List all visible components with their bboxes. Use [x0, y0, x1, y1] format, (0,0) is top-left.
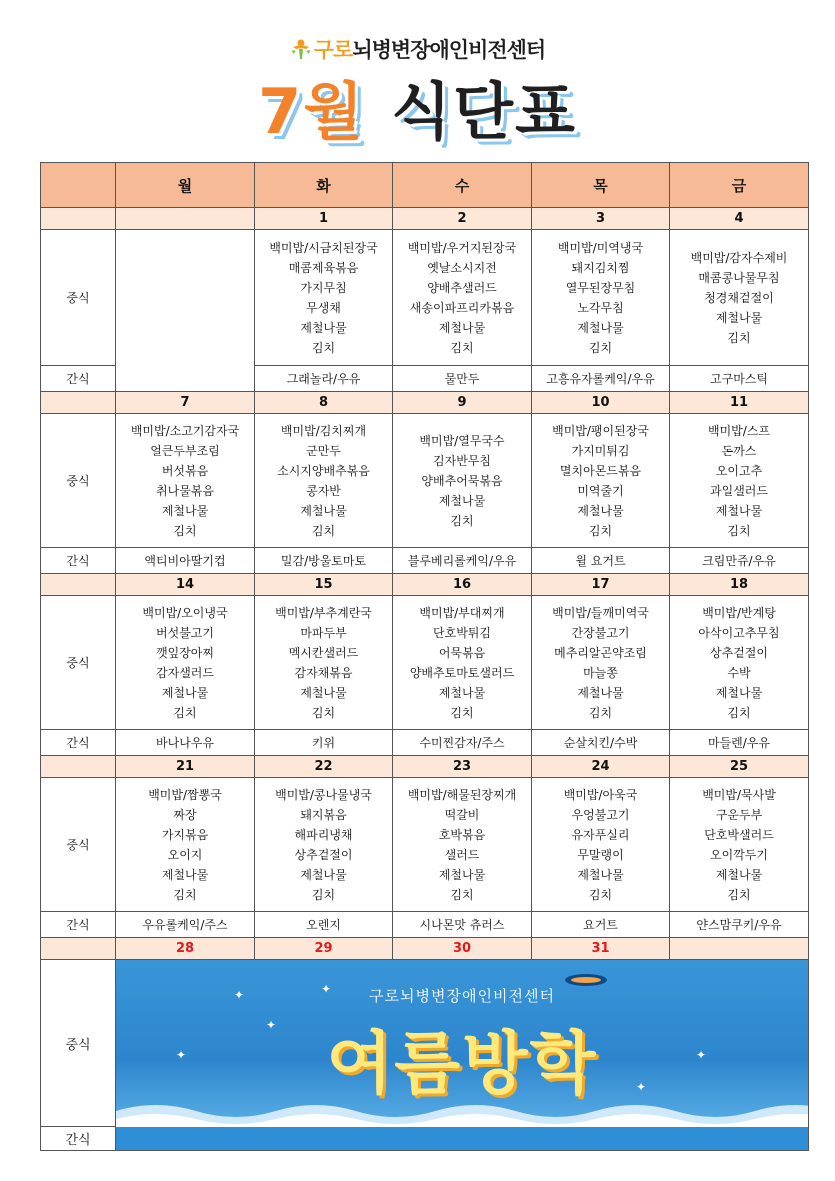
sparkle-icon: ✦	[266, 1018, 277, 1032]
lunch-cell	[670, 596, 809, 730]
menu-item: 군만두	[306, 443, 341, 458]
menu-item: 얼큰두부조림	[150, 443, 220, 458]
lunch-label: 중식	[41, 778, 116, 912]
menu-item: 버섯볶음	[161, 463, 209, 478]
lunch-label: 중식	[41, 414, 116, 548]
menu-item: 제철나물	[300, 685, 347, 700]
title-text: 식단표	[391, 75, 577, 148]
menu-item: 김치	[311, 340, 336, 355]
date-cell: 17	[532, 574, 670, 596]
snack-label: 간식	[41, 1127, 116, 1151]
sparkle-icon: ✦	[636, 1080, 647, 1094]
menu-item: 무말랭이	[577, 847, 624, 862]
menu-item: 제철나물	[438, 320, 486, 335]
sparkle-icon: ✦	[696, 1048, 707, 1062]
menu-item: 제철나물	[300, 320, 347, 335]
menu-item: 김치	[588, 705, 613, 720]
snack-cell: 고구마스틱	[670, 366, 809, 392]
menu-item: 단호박튀김	[433, 625, 491, 640]
lunch-cell	[255, 230, 393, 366]
date-cell: 31	[532, 938, 670, 960]
menu-item: 제철나물	[300, 503, 347, 518]
menu-item: 백미밥/짬뽕국	[148, 787, 222, 802]
menu-item: 백미밥/아욱국	[563, 787, 638, 802]
menu-item: 오이지	[167, 847, 203, 862]
snack-cell: 블루베리롤케익/우유	[393, 548, 532, 574]
menu-item: 노각무침	[577, 300, 624, 315]
menu-item: 김치	[588, 887, 613, 902]
menu-item: 제철나물	[161, 867, 209, 882]
menu-item: 백미밥/팽이된장국	[552, 423, 649, 438]
menu-item: 단호박샐러드	[704, 827, 774, 842]
menu-item: 제철나물	[715, 685, 763, 700]
date-cell: 22	[255, 756, 393, 778]
date-cell: 1	[255, 208, 393, 230]
lunch-cell	[532, 230, 670, 366]
snack-cell: 순살치킨/수박	[532, 730, 670, 756]
lunch-cell	[255, 414, 393, 548]
lunch-cell	[670, 414, 809, 548]
weekday-header-row	[41, 163, 809, 208]
menu-item: 구운두부	[715, 807, 763, 822]
menu-item: 김치	[727, 705, 751, 720]
menu-item: 취나물볶음	[156, 483, 214, 498]
menu-item: 매콤제육볶음	[288, 260, 359, 275]
menu-item: 멸치아몬드볶음	[559, 463, 642, 478]
snack-label: 간식	[41, 730, 116, 756]
center-name-prefix: 구로	[313, 38, 353, 62]
snack-cell: 요거트	[532, 912, 670, 938]
center-name-rest: 뇌병변장애인비전센터	[352, 38, 546, 62]
date-cell: 10	[532, 392, 670, 414]
menu-table	[40, 162, 809, 1151]
menu-item: 백미밥/김치찌개	[280, 423, 367, 438]
date-cell: 28	[116, 938, 255, 960]
page-header	[0, 0, 835, 160]
lunch-row	[41, 778, 809, 912]
date-cell: 18	[670, 574, 809, 596]
menu-item: 깻잎장아찌	[156, 645, 214, 660]
snack-cell: 윌 요거트	[532, 548, 670, 574]
snack-cell: 시나몬맛 츄러스	[393, 912, 532, 938]
snack-cell: 마들렌/우유	[670, 730, 809, 756]
snack-cell: 우유롤케익/주스	[116, 912, 255, 938]
snack-cell: 키위	[255, 730, 393, 756]
lunch-cell	[116, 778, 255, 912]
menu-item: 멕시칸샐러드	[288, 645, 359, 660]
menu-item: 김치	[588, 523, 613, 538]
date-cell: 29	[255, 938, 393, 960]
menu-item: 김치	[727, 330, 751, 345]
menu-item: 백미밥/오이냉국	[142, 605, 228, 620]
banner-background	[116, 960, 808, 1127]
date-cell: 25	[670, 756, 809, 778]
menu-item: 김치	[173, 705, 197, 720]
menu-item: 제철나물	[577, 503, 624, 518]
date-row	[41, 756, 809, 778]
banner-title: 여름방학	[326, 1025, 598, 1104]
menu-item: 제철나물	[438, 867, 486, 882]
menu-item: 백미밥/묵사발	[702, 787, 776, 802]
menu-item: 김자반무침	[433, 453, 491, 468]
snack-cell: 고흥유자롤케익/우유	[532, 366, 670, 392]
date-cell: 8	[255, 392, 393, 414]
menu-item: 해파리냉채	[294, 827, 353, 842]
date-row-label	[41, 208, 116, 230]
menu-item: 열무된장무침	[565, 280, 636, 295]
snack-cell: 그래놀라/우유	[255, 366, 393, 392]
menu-item: 김치	[311, 523, 336, 538]
weekday-wed: 수	[393, 163, 532, 208]
lunch-cell	[670, 778, 809, 912]
menu-item: 제철나물	[438, 685, 486, 700]
menu-item: 백미밥/감자수제비	[690, 250, 788, 265]
snack-row	[41, 912, 809, 938]
snack-label: 간식	[41, 548, 116, 574]
menu-item: 매콤콩나물무침	[698, 270, 780, 285]
date-cell: 21	[116, 756, 255, 778]
weekday-tue: 화	[255, 163, 393, 208]
menu-item: 가지미튀김	[571, 443, 630, 458]
menu-item: 김치	[173, 523, 197, 538]
snack-row	[41, 730, 809, 756]
menu-item: 김치	[588, 340, 613, 355]
menu-item: 제철나물	[715, 867, 763, 882]
menu-item: 김치	[450, 705, 474, 720]
date-row-label	[41, 938, 116, 960]
menu-item: 백미밥/들깨미역국	[552, 605, 649, 620]
menu-item: 제철나물	[577, 685, 624, 700]
lunch-row	[41, 414, 809, 548]
date-row-label	[41, 574, 116, 596]
center-name	[0, 34, 835, 64]
date-cell	[116, 208, 255, 230]
header-corner	[41, 163, 116, 208]
sparkle-icon: ✦	[176, 1048, 187, 1062]
weekday-thu: 목	[532, 163, 670, 208]
snack-cell: 물만두	[393, 366, 532, 392]
snack-label: 간식	[41, 912, 116, 938]
lunch-cell	[255, 778, 393, 912]
menu-item: 콩자반	[306, 483, 341, 498]
lunch-cell	[393, 414, 532, 548]
menu-item: 제철나물	[161, 685, 209, 700]
date-row-label	[41, 756, 116, 778]
menu-item: 김치	[311, 705, 336, 720]
weekday-mon: 월	[116, 163, 255, 208]
date-cell: 3	[532, 208, 670, 230]
menu-item: 백미밥/열무국수	[419, 433, 505, 448]
menu-item: 김치	[311, 887, 336, 902]
menu-item: 백미밥/소고기감자국	[130, 423, 240, 438]
snack-cell: 바나나우유	[116, 730, 255, 756]
menu-item: 백미밥/해물된장찌개	[407, 787, 517, 802]
lunch-cell	[393, 778, 532, 912]
lunch-label: 중식	[41, 960, 116, 1127]
menu-item: 마파두부	[300, 625, 347, 640]
date-row-label	[41, 392, 116, 414]
menu-item: 어묵볶음	[438, 645, 486, 660]
banner-subtitle: 구로뇌병변장애인비전센터	[369, 987, 555, 1005]
lunch-cell	[255, 596, 393, 730]
menu-item: 돈까스	[721, 443, 757, 458]
menu-item: 상추겉절이	[710, 645, 768, 660]
menu-item: 제철나물	[577, 867, 624, 882]
menu-item: 메추리알곤약조림	[554, 645, 647, 660]
lunch-cell	[393, 230, 532, 366]
menu-item: 돼지김치찜	[571, 260, 630, 275]
menu-item: 돼지볶음	[300, 807, 347, 822]
menu-item: 아삭이고추무침	[698, 625, 780, 640]
date-cell	[670, 938, 809, 960]
sparkle-icon: ✦	[321, 982, 332, 996]
menu-item: 백미밥/우거지된장국	[407, 240, 517, 255]
lunch-cell	[532, 596, 670, 730]
menu-item: 오이고추	[715, 463, 763, 478]
date-cell: 2	[393, 208, 532, 230]
menu-item: 백미밥/부대찌개	[419, 605, 505, 620]
menu-item: 제철나물	[161, 503, 209, 518]
vacation-banner	[116, 960, 809, 1151]
menu-item: 김치	[450, 340, 474, 355]
menu-item: 가지볶음	[161, 827, 209, 842]
menu-item: 김치	[450, 513, 474, 528]
menu-item: 감자샐러드	[156, 665, 214, 680]
date-cell: 23	[393, 756, 532, 778]
weekday-fri: 금	[670, 163, 809, 208]
menu-item: 미역줄기	[577, 483, 624, 498]
lunch-cell	[116, 414, 255, 548]
lunch-label: 중식	[41, 596, 116, 730]
menu-item: 가지무침	[300, 280, 347, 295]
menu-item: 우엉불고기	[571, 807, 630, 822]
date-row	[41, 574, 809, 596]
date-row	[41, 208, 809, 230]
menu-item: 짜장	[173, 807, 197, 822]
menu-item: 떡갈비	[444, 807, 480, 822]
menu-item: 과일샐러드	[710, 483, 768, 498]
menu-item: 마늘쫑	[583, 665, 618, 680]
page-title	[0, 72, 835, 152]
menu-item: 버섯불고기	[156, 625, 214, 640]
date-cell: 14	[116, 574, 255, 596]
title-month: 7월	[258, 75, 366, 148]
menu-item: 감자채볶음	[294, 665, 353, 680]
menu-item: 제철나물	[715, 310, 763, 325]
date-cell: 24	[532, 756, 670, 778]
lunch-cell	[393, 596, 532, 730]
date-cell: 30	[393, 938, 532, 960]
menu-item: 백미밥/시금치된장국	[269, 240, 378, 255]
menu-item: 무생채	[306, 300, 341, 315]
menu-item: 백미밥/부추계란국	[275, 605, 372, 620]
menu-item: 백미밥/반계탕	[702, 605, 776, 620]
menu-item: 옛날소시지전	[427, 260, 497, 275]
menu-item: 백미밥/스프	[707, 423, 770, 438]
date-cell: 15	[255, 574, 393, 596]
menu-item: 제철나물	[300, 867, 347, 882]
snack-label: 간식	[41, 366, 116, 392]
menu-item: 제철나물	[577, 320, 624, 335]
sparkle-icon: ✦	[234, 988, 245, 1002]
snack-cell: 크림만쥬/우유	[670, 548, 809, 574]
snack-cell: 액티비아딸기컵	[116, 548, 255, 574]
menu-item: 양배추토마토샐러드	[409, 665, 515, 680]
menu-item: 호박볶음	[438, 827, 486, 842]
snack-cell: 밀감/방울토마토	[255, 548, 393, 574]
menu-item: 상추겉절이	[294, 847, 353, 862]
menu-item: 양배추어묵볶음	[421, 473, 503, 488]
date-cell: 11	[670, 392, 809, 414]
vacation-lunch-row	[41, 960, 809, 1127]
lunch-row	[41, 596, 809, 730]
menu-item: 양배추샐러드	[427, 280, 497, 295]
menu-item: 새송이파프리카볶음	[409, 300, 515, 315]
empty-cell	[116, 230, 255, 392]
date-cell: 16	[393, 574, 532, 596]
menu-item: 제철나물	[438, 493, 486, 508]
snack-cell: 수미찐감자/주스	[393, 730, 532, 756]
lunch-cell	[532, 778, 670, 912]
menu-item: 백미밥/미역냉국	[557, 240, 644, 255]
date-cell: 7	[116, 392, 255, 414]
lunch-row	[41, 230, 809, 366]
menu-item: 제철나물	[715, 503, 763, 518]
wave-decoration	[116, 1097, 808, 1127]
menu-item: 청경채겉절이	[704, 290, 774, 305]
menu-body	[41, 208, 809, 1151]
logo-person-icon	[290, 38, 312, 60]
menu-item: 간장불고기	[571, 625, 630, 640]
snack-row	[41, 548, 809, 574]
snack-cell: 오렌지	[255, 912, 393, 938]
menu-item: 김치	[727, 523, 751, 538]
menu-item: 수박	[727, 665, 751, 680]
snack-cell: 얀스맘쿠키/우유	[670, 912, 809, 938]
date-row	[41, 392, 809, 414]
menu-item: 김치	[727, 887, 751, 902]
menu-item: 김치	[450, 887, 474, 902]
menu-item: 오이깍두기	[710, 847, 768, 862]
menu-item: 김치	[173, 887, 197, 902]
lunch-cell	[116, 596, 255, 730]
date-row	[41, 938, 809, 960]
date-cell: 9	[393, 392, 532, 414]
menu-item: 소시지양배추볶음	[277, 463, 370, 478]
date-cell: 4	[670, 208, 809, 230]
menu-item: 샐러드	[444, 847, 480, 862]
lunch-cell	[532, 414, 670, 548]
menu-item: 백미밥/콩나물냉국	[275, 787, 372, 802]
lunch-cell	[670, 230, 809, 366]
menu-item: 유자푸실리	[571, 827, 630, 842]
lunch-label: 중식	[41, 230, 116, 366]
